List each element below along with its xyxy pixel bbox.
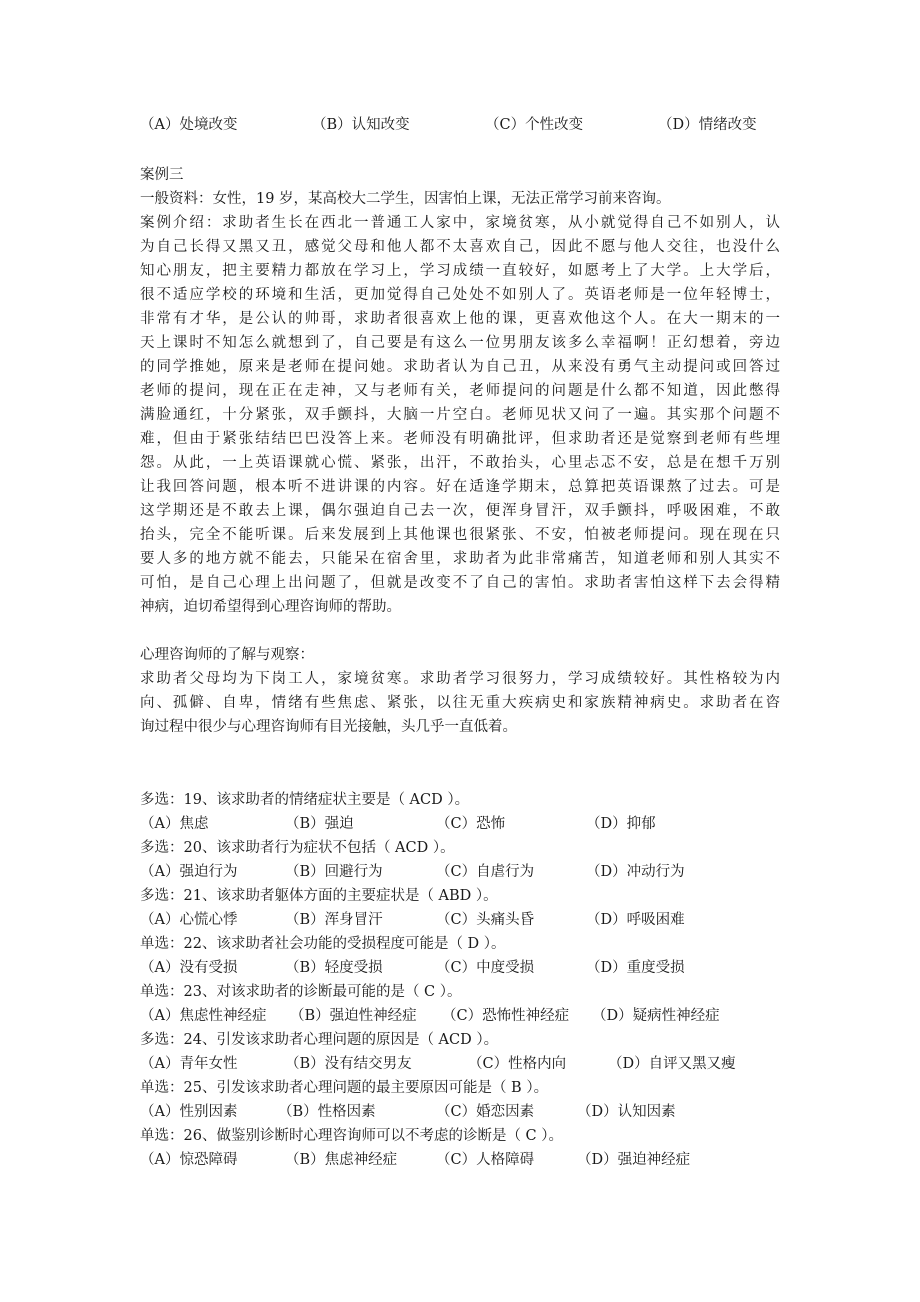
option-d: （D）冲动行为	[586, 864, 685, 880]
option-c: （C）自虐行为	[436, 864, 535, 880]
observation-line: 询过程中很少与心理咨询师有目光接触，头几乎一直低着。	[140, 719, 517, 735]
top-options-row	[140, 113, 800, 137]
observation-line: 求助者父母均为下岗工人，家境贫寒。求助者学习很努力，学习成绩较好。其性格较为内	[140, 671, 780, 687]
question-19-options	[140, 812, 800, 836]
question-20-options	[140, 860, 800, 884]
question-text: 单选：26、做鉴别诊断时心理咨询师可以不考虑的诊断是（ C ）。	[140, 1128, 564, 1144]
case-intro-line: 让我回答问题，根本听不进讲课的内容。好在适逢学期末，总算把英语课熬了过去。可是	[140, 479, 780, 495]
option-d: （D）重度受损	[586, 960, 685, 976]
question-21-options	[140, 908, 800, 932]
option-a: （A）心慌心悸	[140, 912, 238, 928]
question-text: 单选：25、引发该求助者心理问题的最主要原因可能是（ B ）。	[140, 1080, 549, 1096]
option-c: （C）恐怖	[436, 816, 506, 832]
question-20	[140, 836, 780, 860]
option-a: （A）性别因素	[140, 1104, 238, 1120]
option-d: （D）疑病性神经症	[592, 1008, 720, 1024]
observation-section	[140, 643, 780, 739]
option-b: （B）强迫性神经症	[290, 1008, 417, 1024]
option-a: （A）处境改变	[140, 117, 238, 133]
option-c: （C）头痛头昏	[436, 912, 535, 928]
option-b: （B）焦虑神经症	[285, 1152, 398, 1168]
option-c: （C）中度受损	[436, 960, 535, 976]
option-d: （D）情绪改变	[658, 117, 757, 133]
question-text: 多选：19、该求助者的情绪症状主要是（ ACD ）。	[140, 792, 470, 808]
option-b: （B）轻度受损	[285, 960, 383, 976]
case-intro-line: 知心朋友，把主要精力都放在学习上，学习成绩一直较好，如愿考上了大学。上大学后，	[140, 263, 780, 279]
case-intro-line: 天上课时不知怎么就想到了，自己要是有这么一位男朋友该多么幸福啊！正幻想着，旁边	[140, 335, 780, 351]
question-23-options	[140, 1004, 800, 1028]
question-text: 单选：23、对该求助者的诊断最可能的是（ C ）。	[140, 984, 462, 1000]
option-a: （A）焦虑性神经症	[140, 1008, 267, 1024]
option-d: （D）认知因素	[577, 1104, 676, 1120]
option-b: （B）性格因素	[278, 1104, 376, 1120]
case-intro-line: 可怕，是自己心理上出问题了，但就是改变不了自己的害怕。求助者害怕这样下去会得精	[140, 575, 780, 591]
case-intro-line: 满脸通红，十分紧张，双手颤抖，大脑一片空白。老师见状又问了一遍。其实那个问题不	[140, 407, 780, 423]
option-a: （A）焦虑	[140, 816, 209, 832]
observation-line: 向、孤僻、自卑，情绪有些焦虑、紧张，以往无重大疾病史和家族精神病史。求助者在咨	[140, 695, 780, 711]
question-25-options	[140, 1100, 800, 1124]
question-text: 多选：24、引发该求助者心理问题的原因是（ ACD ）。	[140, 1032, 499, 1048]
case-intro-line: 非常有才华，是公认的帅哥，求助者很喜欢上他的课，更喜欢他这个人。在大一期末的一	[140, 311, 780, 327]
option-b: （B）没有结交男友	[285, 1056, 412, 1072]
case-section	[140, 163, 780, 619]
case-intro-line: 要人多的地方就不能去，只能呆在宿舍里，求助者为此非常痛苦，知道老师和别人其实不	[140, 551, 780, 567]
option-c: （C）个性改变	[485, 117, 584, 133]
option-b: （B）认知改变	[312, 117, 410, 133]
question-26-options	[140, 1148, 800, 1172]
question-21	[140, 884, 780, 908]
case-intro-line: 难，但由于紧张结结巴巴没答上来。老师没有明确批评，但求助者还是觉察到老师有些埋	[140, 431, 780, 447]
option-b: （B）强迫	[285, 816, 354, 832]
option-c: （C）性格内向	[468, 1056, 567, 1072]
question-24-options	[140, 1052, 800, 1076]
case-intro-line: 神病，迫切希望得到心理咨询师的帮助。	[140, 599, 401, 615]
case-intro-line: 案例介绍：求助者生长在西北一普通工人家中，家境贫寒，从小就觉得自己不如别人，认	[140, 215, 780, 231]
question-text: 多选：21、该求助者躯体方面的主要症状是（ ABD ）。	[140, 888, 498, 904]
question-text: 单选：22、该求助者社会功能的受损程度可能是（ D ）。	[140, 936, 506, 952]
case-intro-line: 抬头，完全不能听课。后来发展到上其他课也很紧张、不安，怕被老师提问。现在现在只	[140, 527, 780, 543]
question-26	[140, 1124, 780, 1148]
option-c: （C）人格障碍	[436, 1152, 535, 1168]
option-d: （D）抑郁	[586, 816, 656, 832]
case-intro-line: 的同学推她，原来是老师在提问她。求助者认为自己丑，从来没有勇气主动提问或回答过	[140, 359, 780, 375]
option-b: （B）回避行为	[285, 864, 383, 880]
case-general-info: 一般资料：女性，19 岁，某高校大二学生，因害怕上课，无法正常学习前来咨询。	[140, 191, 671, 207]
option-d: （D）自评又黑又瘦	[608, 1056, 736, 1072]
option-d: （D）呼吸困难	[586, 912, 685, 928]
option-c: （C）恐怖性神经症	[442, 1008, 570, 1024]
option-a: （A）强迫行为	[140, 864, 238, 880]
case-intro-line: 怨。从此，一上英语课就心慌、紧张，出汗，不敢抬头，心里忐忑不安，总是在想千万别	[140, 455, 780, 471]
option-c: （C）婚恋因素	[436, 1104, 535, 1120]
case-title: 案例三	[140, 167, 184, 183]
question-text: 多选：20、该求助者行为症状不包括（ ACD ）。	[140, 840, 455, 856]
question-24	[140, 1028, 780, 1052]
case-intro-line: 老师的提问，现在正在走神，又与老师有关，老师提问的问题是什么都不知道，因此憋得	[140, 383, 780, 399]
question-25	[140, 1076, 780, 1100]
case-intro-line: 很不适应学校的环境和生活，更加觉得自己处处不如别人了。英语老师是一位年轻博士，	[140, 287, 780, 303]
observation-title: 心理咨询师的了解与观察：	[140, 647, 314, 663]
option-d: （D）强迫神经症	[577, 1152, 691, 1168]
option-b: （B）浑身冒汗	[285, 912, 383, 928]
option-a: （A）没有受损	[140, 960, 238, 976]
case-intro-line: 为自己长得又黑又丑，感觉父母和他人都不太喜欢自己，因此不愿与他人交往，也没什么	[140, 239, 780, 255]
option-a: （A）惊恐障碍	[140, 1152, 238, 1168]
question-19	[140, 788, 780, 812]
case-intro-line: 这学期还是不敢去上课，偶尔强迫自己去一次，便浑身冒汗，双手颤抖，呼吸困难，不敢	[140, 503, 780, 519]
question-23	[140, 980, 780, 1004]
question-22	[140, 932, 780, 956]
option-a: （A）青年女性	[140, 1056, 238, 1072]
question-22-options	[140, 956, 800, 980]
